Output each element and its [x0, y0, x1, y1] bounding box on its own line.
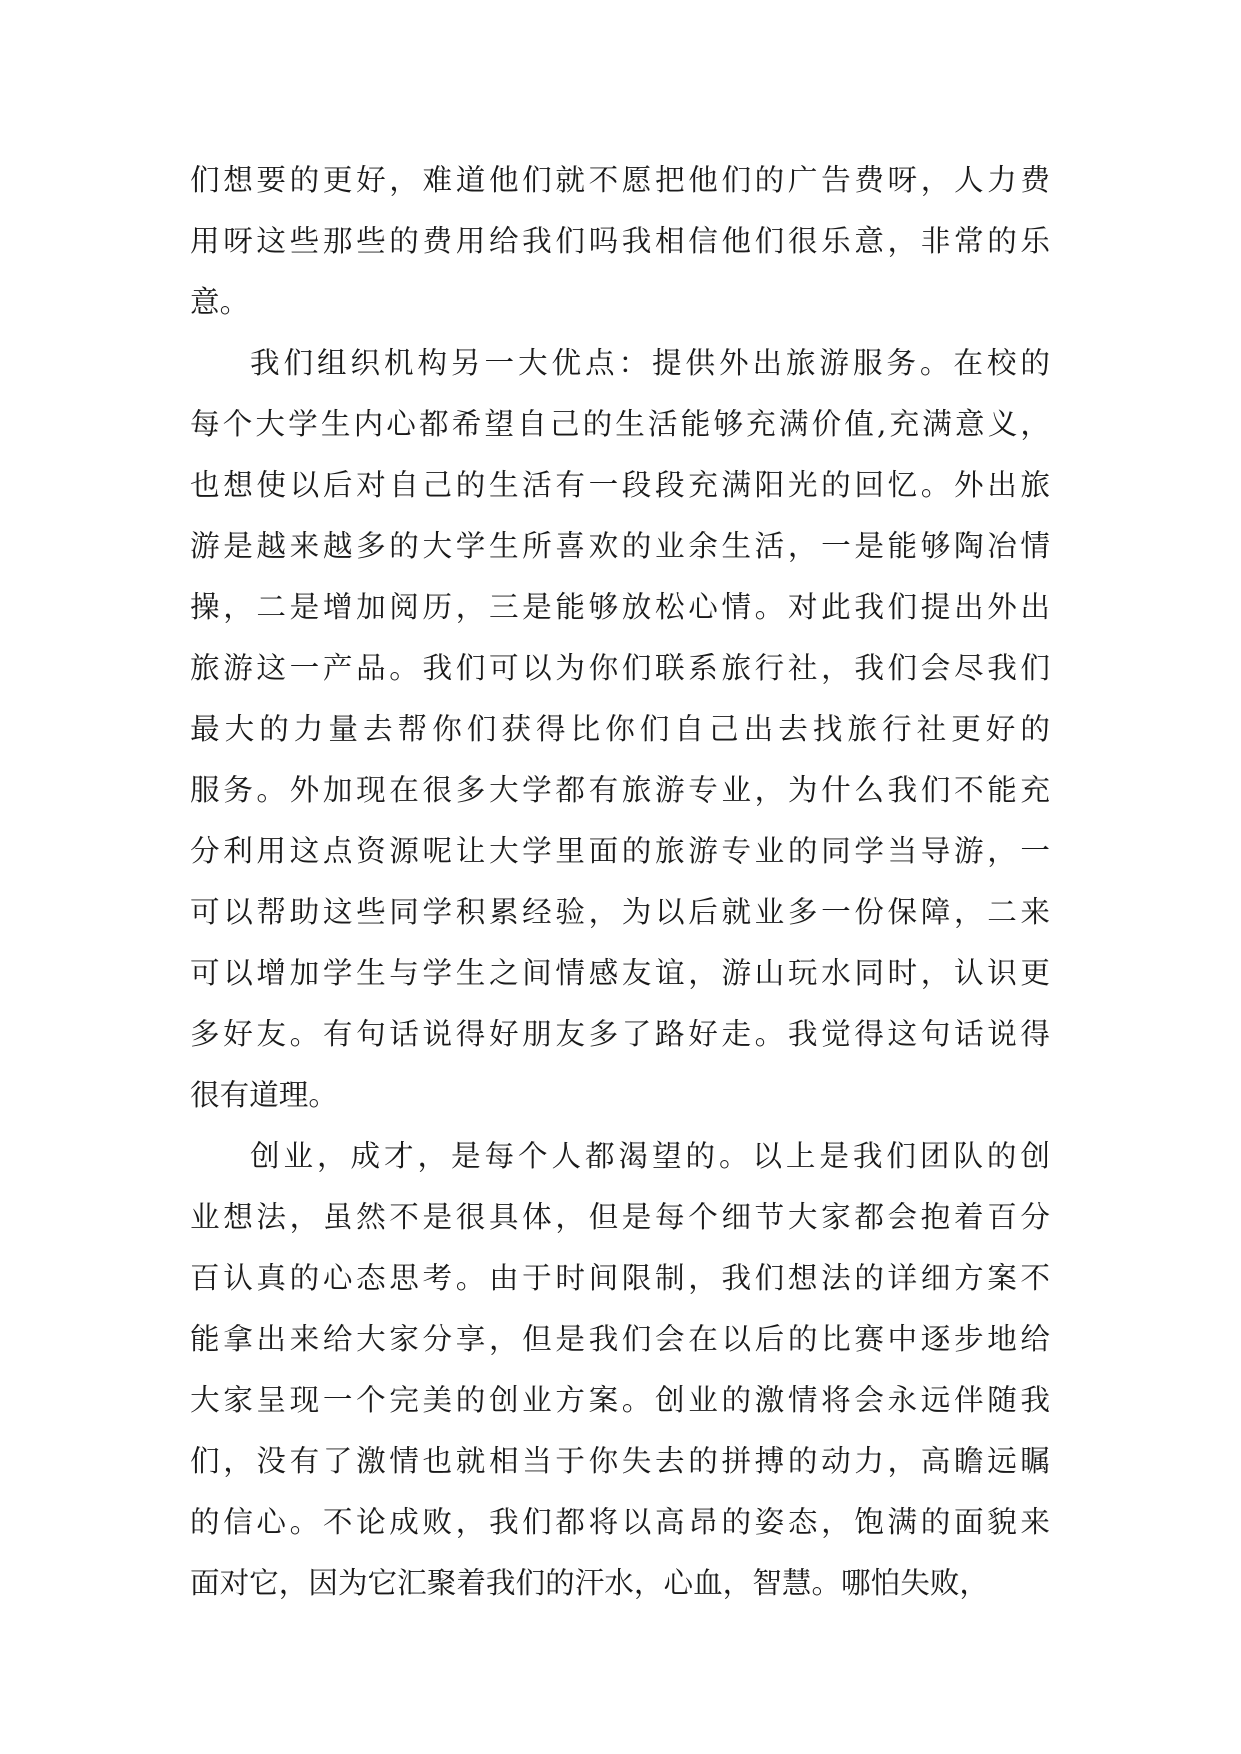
text-line: 创业，成才，是每个人都渴望的。以上是我们团队的创 [250, 1139, 1050, 1173]
paragraph-3 [190, 1126, 1050, 1614]
text-line: 们想要的更好，难道他们就不愿把他们的广告费呀，人力费 [190, 163, 1050, 197]
text-line: 最大的力量去帮你们获得比你们自己出去找旅行社更好的 [190, 712, 1050, 746]
text-line: 操，二是增加阅历，三是能够放松心情。对此我们提出外出 [190, 590, 1050, 624]
text-line: 意。 [190, 285, 250, 319]
text-line: 业想法，虽然不是很具体，但是每个细节大家都会抱着百分 [190, 1200, 1050, 1234]
text-line: 可以帮助这些同学积累经验，为以后就业多一份保障，二来 [190, 895, 1050, 929]
text-line: 用呀这些那些的费用给我们吗我相信他们很乐意，非常的乐 [190, 224, 1050, 258]
text-line: 能拿出来给大家分享，但是我们会在以后的比赛中逐步地给 [190, 1322, 1050, 1356]
text-line: 也想使以后对自己的生活有一段段充满阳光的回忆。外出旅 [190, 468, 1050, 502]
paragraph-1 [190, 150, 1050, 333]
text-line: 可以增加学生与学生之间情感友谊，游山玩水同时，认识更 [190, 956, 1050, 990]
text-line: 服务。外加现在很多大学都有旅游专业，为什么我们不能充 [190, 773, 1050, 807]
text-line: 百认真的心态思考。由于时间限制，我们想法的详细方案不 [190, 1261, 1050, 1295]
text-line: 游是越来越多的大学生所喜欢的业余生活，一是能够陶冶情 [190, 529, 1050, 563]
text-line: 的信心。不论成败，我们都将以高昂的姿态，饱满的面貌来 [190, 1505, 1050, 1539]
text-line: 旅游这一产品。我们可以为你们联系旅行社，我们会尽我们 [190, 651, 1050, 685]
text-line: 每个大学生内心都希望自己的生活能够充满价值,充满意义， [190, 407, 1050, 441]
text-line: 大家呈现一个完美的创业方案。创业的激情将会永远伴随我 [190, 1383, 1050, 1417]
text-line: 我们组织机构另一大优点：提供外出旅游服务。在校的 [250, 346, 1050, 380]
paragraph-2 [190, 333, 1050, 1126]
text-line: 多好友。有句话说得好朋友多了路好走。我觉得这句话说得 [190, 1017, 1050, 1051]
text-line: 很有道理。 [190, 1078, 338, 1112]
document-body [190, 150, 1050, 1614]
text-line: 们，没有了激情也就相当于你失去的拼搏的动力，高瞻远瞩 [190, 1444, 1050, 1478]
text-line: 分利用这点资源呢让大学里面的旅游专业的同学当导游，一 [190, 834, 1050, 868]
text-line: 面对它，因为它汇聚着我们的汗水，心血，智慧。哪怕失败， [190, 1566, 990, 1600]
